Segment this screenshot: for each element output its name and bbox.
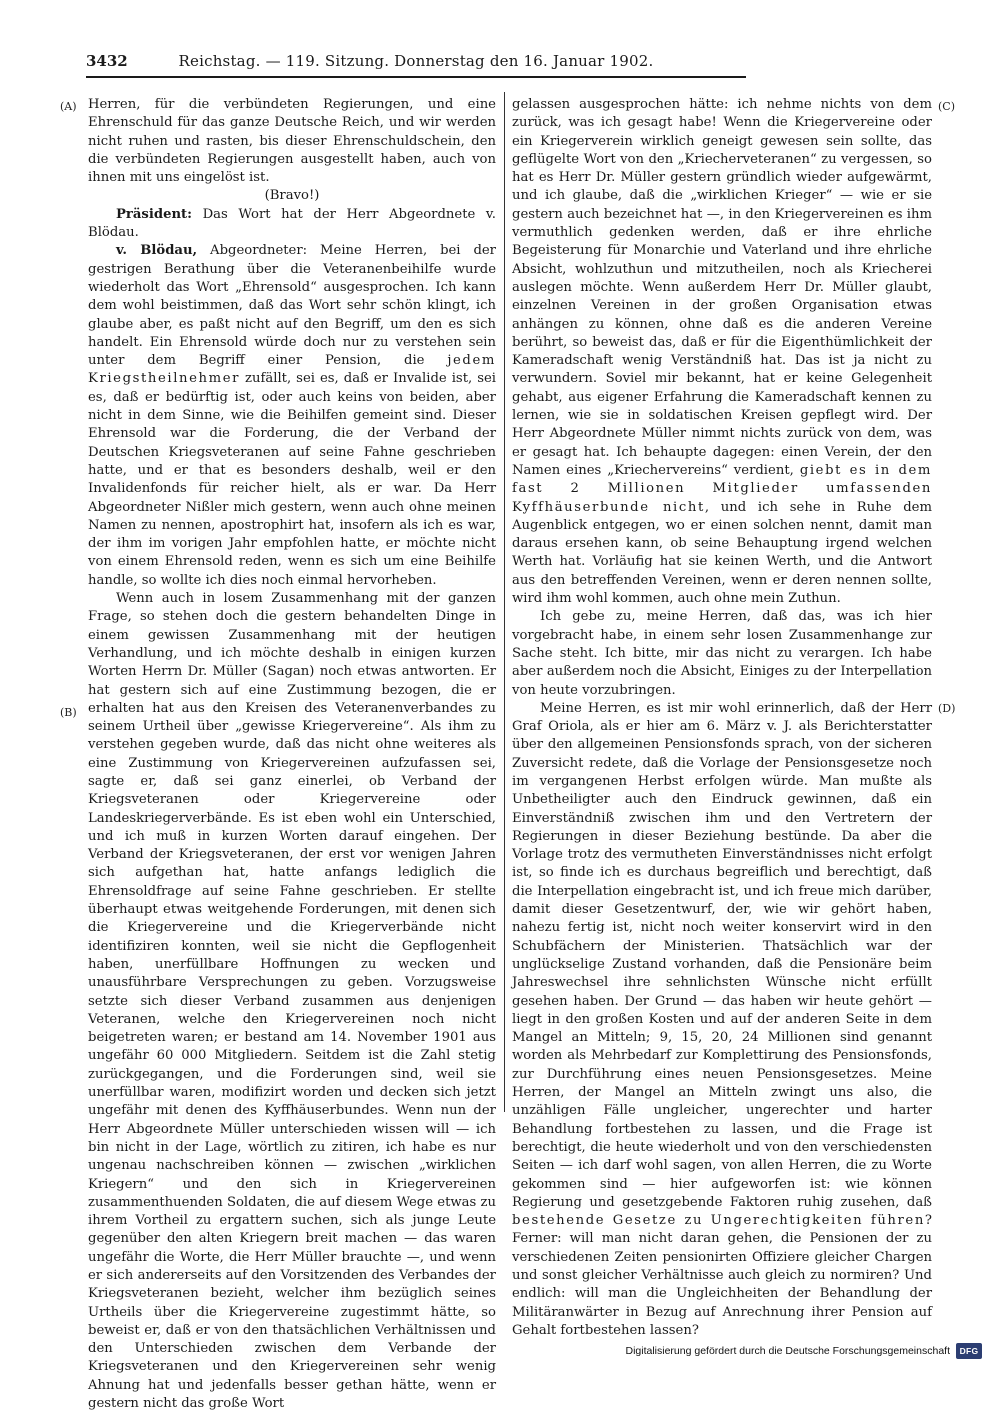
margin-marker-a: (A)	[60, 100, 77, 113]
paragraph	[512, 96, 932, 608]
president-text: Das Wort hat der Herr Abgeordnete v. Blödau.	[88, 206, 496, 241]
left-column	[88, 96, 496, 1413]
margin-marker-c: (C)	[938, 100, 955, 113]
interjection-bravo: (Bravo!)	[264, 188, 320, 204]
speech-text: zufällt, sei es, daß er Invalide ist, sei es, daß er bedürftig ist, oder auch keins von beiden, aber nicht in dem Sinne, wie die Beihilfen gemeint sind. Dieser Ehrensold war die Forderung, die der Verband der Deutschen Kriegsveteranen auf seine Fahne geschrieben hatte, und er that es besonders deshalb, weil er den Invalidenfonds für reicher hielt, als er war. Da Herr Abgeordneter Nißler mich gestern, wenn auch ohne meinen Namen zu nennen, apostrophirt hat, insofern als ich es war, der ihm im vorigen Jahr empfohlen hatte, er möchte nicht von einem Ehrensold reden, wenn es sich um eine Beihilfe handle, so wollte ich dies noch einmal hervorheben.	[88, 371, 496, 588]
paragraph: Ich gebe zu, meine Herren, daß das, was ich hier vorgebracht habe, in einem sehr losen Zusammenhange zur Sache steht. Ich bitte, mir das nicht zu verargen. Ich habe aber außerdem noch die Absicht, Einiges zu der Interpellation von heute vorzubringen.	[512, 609, 932, 698]
speech-text: Meine Herren, es ist mir wohl erinnerlich, daß der Herr Graf Oriola, als er hier am 6. März v. J. als Berichterstatter über den allgemeinen Pensionsfonds sprach, von der sicheren Zuversicht redete, daß die Vorlage der Pensionsgesetze noch im vergangenen Herbst erfolgen würde. Man mußte als Unbetheiligter auch den Eindruck gewinnen, daß ein Einverständniß zwischen ihm und den Vertretern der Regierungen in dieser Beziehung bestünde. Da aber die Vorlage trotz des vermutheten Einverständnisses nicht erfolgt ist, so finde ich es durchaus begreiflich und berechtigt, daß die Interpellation eingebracht ist, und ich freue mich darüber, damit dieser Gesetzentwurf, der, wie wir gehört haben, nahezu fertig ist, nicht noch weiter konservirt wird in den Schubfächern der Ministerien. Thatsächlich war der unglückselige Zustand vorhanden, daß die Pensionäre beim Jahreswechsel ihre sehnlichsten Wünsche nicht erfüllt gesehen haben. Der Grund — das haben wir heute gehört — liegt in den großen Kosten und auf der anderen Seite in dem Mangel an Mitteln; 9, 15, 20, 24 Millionen sind genannt worden als Mehrbedarf zur Komplettirung des Pensionsfonds, zur Durchführung eines neuen Pensionsgesetzes. Meine Herren, der Mangel an Mitteln zwingt uns also, die unzähligen Fälle ungleicher, ungerechter und harter Behandlung fortbestehen zu lassen, und die Frage ist berechtigt, die heute wiederholt und von den verschiedensten Seiten — ich darf wohl sagen, von allen Herren, die zu Worte gekommen sind — hier aufgeworfen ist: wie können Regierung und gesetzgebende Faktoren ruhig zusehen, daß	[512, 700, 932, 1210]
speech-text: Abgeordneter: Meine Herren, bei der gestrigen Berathung über die Veteranenbeihilfe wurde wiederholt das Wort „Ehrensold“ ausgesprochen. Ich kann dem wohl beistimmen, daß das Wort sehr schön klingt, ich glaube aber, es paßt nicht auf den Begriff, um den es sich handelt. Ein Ehrensold würde doch nur zu verstehen sein unter dem Begriff einer Pension, die	[88, 243, 496, 369]
speech-text: gelassen ausgesprochen hätte: ich nehme nichts von dem zurück, was ich gesagt habe! Wenn die Kriegervereine oder ein Kriegerverein wirklich geneigt gewesen sein sollte, das geflügelte Wort von den „Kriecherveteranen“ zu vergessen, so hat es Herr Dr. Müller gestern gründlich wieder aufgewärmt, und ich glaube, daß die „wirklichen Krieger“ — wie er sie gestern auch bezeichnet hat —, in den Kriegervereinen es ihm vermuthlich gedenken werden, daß er ihre ehrliche Begeisterung für Monarchie und Vaterland und ihre ehrliche Absicht, wohlzuthun und mitzutheilen, noch als Kriecherei auslegen möchte. Wenn außerdem Herr Dr. Müller glaubt, einzelnen Vereinen in der großen Organisation etwas anhängen zu können, ohne daß es die anderen Vereine berührt, so beweist das, daß er für die Eigenthümlichkeit der Kameradschaft wenig Verständniß hat. Das ist ja nicht zu verwundern. Soviel mir bekannt, hat er keine Gelegenheit gehabt, aus eigener Erfahrung die Kameradschaft kennen zu lernen, wie sie in soldatischen Kreisen gepflegt wird. Der Herr Abgeordnete Müller nimmt nichts zurück von dem, was er gesagt hat. Ich behaupte dagegen: einen Verein, der den Namen eines „Kriechervereins“ verdient,	[512, 97, 932, 478]
speaker-bloedau: v. Blödau,	[116, 243, 198, 259]
dfg-logo-icon: DFG	[956, 1343, 982, 1359]
margin-marker-b: (B)	[60, 706, 77, 719]
emphasized-text: giebt es in dem fast 2 Millionen Mitglieder umfassenden Kyffhäuserbunde nicht	[512, 462, 932, 515]
column-divider	[504, 92, 505, 1112]
speech-text: ? Ferner: will man nicht daran gehen, die Pensionen der zu verschiedenen Zeiten pensionirten Offiziere gleicher Chargen und sonst gleicher Verhältnisse auch gleich zu normiren? Und endlich: will man die Ungleichheiten der Behandlung der Militäranwärter in Bezug auf Anrechnung ihrer Pension auf Gehalt fortbestehen lassen?	[512, 1213, 932, 1338]
header-rule	[86, 76, 746, 78]
right-column	[512, 96, 932, 1340]
bloedau-paragraph	[88, 242, 496, 590]
president-paragraph	[88, 206, 496, 243]
paragraph: Herren, für die verbündeten Regierungen, und eine Ehrenschuld für das ganze Deutsche Reich, und wir werden nicht ruhen und rasten, bis dieser Ehrenschuldschein, den die verbündeten Regierungen ausgestellt haben, auch von ihnen mit uns eingelöst ist.	[88, 97, 496, 186]
running-title: Reichstag. — 119. Sitzung. Donnerstag den 16. Januar 1902.	[178, 52, 654, 70]
page-number: 3432	[86, 52, 128, 70]
emphasized-text: bestehende Gesetze zu Ungerechtigkeiten führen	[512, 1213, 925, 1229]
speech-text: , und ich sehe in Ruhe dem Augenblick entgegen, wo er einen solchen nennt, damit man daraus ersehen kann, ob seine Behauptung irgend welchen Werth hat. Vorläufig hat sie keinen Werth, und die Antwort aus den betreffenden Vereinen, wenn er deren nennen sollte, wird ihm wohl kommen, auch ohne mein Zuthun.	[512, 499, 932, 607]
page-header	[86, 50, 746, 72]
paragraph	[512, 700, 932, 1340]
digitization-credit	[625, 1341, 982, 1361]
speaker-president: Präsident:	[116, 206, 193, 222]
credit-text: Digitalisierung gefördert durch die Deutsche Forschungsgemeinschaft	[625, 1345, 950, 1357]
margin-marker-d: (D)	[938, 702, 956, 715]
emphasized-text: jedem Kriegstheilnehmer	[88, 353, 496, 387]
paragraph: Wenn auch in losem Zusammenhang mit der ganzen Frage, so stehen doch die gestern behandelten Dinge in einem gewissen Zusammenhang mit der heutigen Verhandlung, und ich möchte deshalb in einigen kurzen Worten Herrn Dr. Müller (Sagan) noch etwas antworten. Er hat gestern sich auf eine Zustimmung bezogen, die er erhalten hat aus den Kreisen des Veteranenverbandes zu seinem Urtheil über „gewisse Kriegervereine“. Als ihm zu verstehen gegeben wurde, daß das nicht ohne weiteres als eine Zustimmung von Kriegervereinen aufzufassen sei, sagte er, daß sei ganz einerlei, ob Verband der Kriegsveteranen oder Kriegervereine oder Landeskriegerverbände. Es ist eben wohl ein Unterschied, und ich muß in kurzen Worten darauf eingehen. Der Verband der Kriegsveteranen, der erst vor wenigen Jahren sich aufgethan hat, hatte anfangs lediglich die Ehrensoldfrage auf seine Fahne geschrieben. Er stellte überhaupt etwas weitgehende Forderungen, mit denen sich die Kriegervereine und die Kriegerverbände nicht identifiziren konnten, weil sie nicht die Gepflogenheit haben, unerfüllbare Hoffnungen zu wecken und unausführbare Versprechungen zu geben. Vorzugsweise setzte sich dieser Verband zusammen aus denjenigen Veteranen, welche den Kriegervereinen noch nicht beigetreten waren; er bestand am 14. November 1901 aus ungefähr 60 000 Mitgliedern. Seitdem ist die Zahl stetig zurückgegangen, und die Forderungen sind, weil sie unerfüllbar waren, modifizirt worden und decken sich jetzt ungefähr mit denen des Kyffhäuserbundes. Wenn nun der Herr Abgeordnete Müller unterschieden wissen will — ich bin nicht in der Lage, wörtlich zu zitiren, ich habe es nur ungenau nachschreiben können — zwischen „wirklichen Kriegern“ und den sich in Kriegervereinen zusammenthuenden Soldaten, die auf diesem Wege etwas zu ihrem Vortheil zu ergattern suchen, sich als junge Leute gegenüber den alten Kriegern breit machen — das waren ungefähr die Worte, die Herr Müller brauchte —, und wenn er sich andererseits auf den Vorsitzenden des Verbandes der Kriegsveteranen bezieht, welcher ihm bezüglich seines Urtheils über die Kriegervereine zugestimmt hätte, so beweist er, daß er von den thatsächlichen Verhältnissen und den Unterschieden zwischen dem Verbande der Kriegsveteranen und den Kriegervereinen sehr wenig Ahnung hat und jedenfalls besser gethan hätte, wenn er gestern nicht das große Wort	[88, 591, 496, 1412]
